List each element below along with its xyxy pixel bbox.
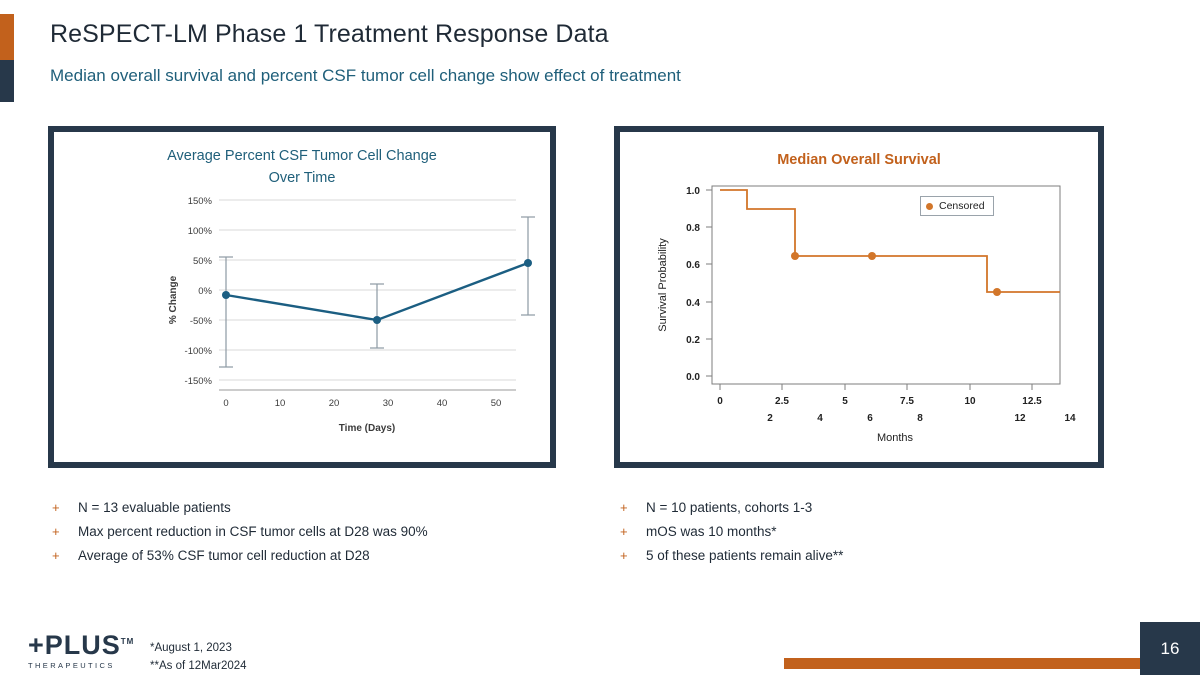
- company-logo: [28, 632, 134, 670]
- x-tick-14: 14: [1064, 413, 1076, 424]
- list-item: [52, 500, 428, 515]
- x-tick-20: 20: [328, 398, 340, 409]
- y-tick-0-6: 0.6: [686, 260, 700, 271]
- bullet-text: N = 10 patients, cohorts 1-3: [646, 500, 813, 515]
- logo-trademark: TM: [120, 637, 135, 646]
- footnotes: [150, 640, 247, 676]
- y-ticks: [706, 190, 712, 376]
- list-item: [52, 524, 428, 539]
- y-tick-neg50: -50%: [189, 316, 212, 327]
- chart-panel-overall-survival: [614, 126, 1104, 468]
- error-bars: [219, 217, 535, 367]
- plot-frame: [712, 186, 1060, 384]
- x-tick-0: 0: [223, 398, 229, 409]
- logo-plus-icon: +: [28, 630, 45, 660]
- bullet-text: Max percent reduction in CSF tumor cells at D28 was 90%: [78, 524, 428, 539]
- x-axis-title: Months: [876, 432, 914, 444]
- bullet-plus-icon: +: [52, 548, 60, 563]
- x-tick-0: 0: [717, 396, 723, 407]
- x-tick-2: 2: [767, 413, 773, 424]
- bullet-plus-icon: +: [52, 524, 60, 539]
- bullet-text: 5 of these patients remain alive**: [646, 548, 844, 563]
- accent-bar-navy: [0, 60, 14, 102]
- bullet-list-right: [620, 500, 843, 572]
- y-tick-50: 50%: [192, 256, 212, 267]
- x-tick-7-5: 7.5: [900, 396, 914, 407]
- x-tick-12-5: 12.5: [1022, 396, 1042, 407]
- bullet-plus-icon: +: [620, 500, 628, 515]
- x-tick-10: 10: [964, 396, 976, 407]
- list-item: [620, 500, 843, 515]
- logo-wordmark: [28, 632, 134, 659]
- overall-survival-plot: [620, 176, 1098, 466]
- y-tick-0: 0%: [198, 286, 212, 297]
- bullet-text: N = 13 evaluable patients: [78, 500, 231, 515]
- footnote-1: *August 1, 2023: [150, 642, 232, 654]
- gridlines: [219, 200, 516, 380]
- accent-bar-orange: [0, 14, 14, 60]
- y-tick-100: 100%: [187, 226, 212, 237]
- x-tick-12: 12: [1014, 413, 1026, 424]
- bullet-list-left: [52, 500, 428, 572]
- y-tick-0-2: 0.2: [686, 335, 700, 346]
- x-tick-5: 5: [842, 396, 848, 407]
- chart-title-line-1: Average Percent CSF Tumor Cell Change: [167, 148, 437, 164]
- x-ticks-major: [720, 384, 1032, 390]
- y-tick-1-0: 1.0: [686, 186, 700, 197]
- bullet-plus-icon: +: [52, 500, 60, 515]
- x-tick-4: 4: [817, 413, 823, 424]
- x-tick-2-5: 2.5: [775, 396, 789, 407]
- y-tick-0-4: 0.4: [686, 298, 700, 309]
- km-step-curve: [720, 190, 1060, 292]
- footer-accent-bar: [784, 658, 1140, 669]
- legend-label: Censored: [939, 200, 985, 212]
- x-tick-40: 40: [436, 398, 448, 409]
- y-axis-title: % Change: [168, 275, 179, 325]
- footnote-2: **As of 12Mar2024: [150, 659, 247, 672]
- list-item: [620, 524, 843, 539]
- bullet-text: Average of 53% CSF tumor cell reduction at D28: [78, 548, 370, 563]
- y-tick-150: 150%: [187, 196, 212, 207]
- x-tick-8: 8: [917, 413, 923, 424]
- y-tick-neg150: -150%: [184, 376, 212, 387]
- list-item: [52, 548, 428, 563]
- csf-change-plot: [54, 182, 550, 462]
- page-number: 16: [1140, 622, 1200, 675]
- logo-text: PLUS: [44, 630, 121, 660]
- x-axis-title: Time (Days): [338, 423, 396, 434]
- bullet-plus-icon: +: [620, 524, 628, 539]
- x-tick-10: 10: [274, 398, 286, 409]
- y-axis-title: Survival Probability: [657, 238, 669, 332]
- censored-markers: [791, 252, 1001, 296]
- chart-title-line-2: Over Time: [268, 169, 336, 186]
- bullet-plus-icon: +: [620, 548, 628, 563]
- y-tick-0-0: 0.0: [686, 372, 700, 383]
- page-subtitle: Median overall survival and percent CSF tumor cell change show effect of treatment: [50, 66, 681, 85]
- y-tick-neg100: -100%: [184, 346, 212, 357]
- y-tick-0-8: 0.8: [686, 223, 700, 234]
- list-item: [620, 548, 843, 563]
- x-tick-30: 30: [382, 398, 394, 409]
- chart-title-overall-survival: Median Overall Survival: [777, 152, 941, 168]
- bullet-text: mOS was 10 months*: [646, 524, 777, 539]
- logo-subtext: THERAPEUTICS: [28, 661, 115, 670]
- x-tick-6: 6: [867, 413, 873, 424]
- page-title: ReSPECT-LM Phase 1 Treatment Response Data: [50, 20, 609, 48]
- x-tick-50: 50: [490, 398, 502, 409]
- chart-panel-csf-change: [48, 126, 556, 468]
